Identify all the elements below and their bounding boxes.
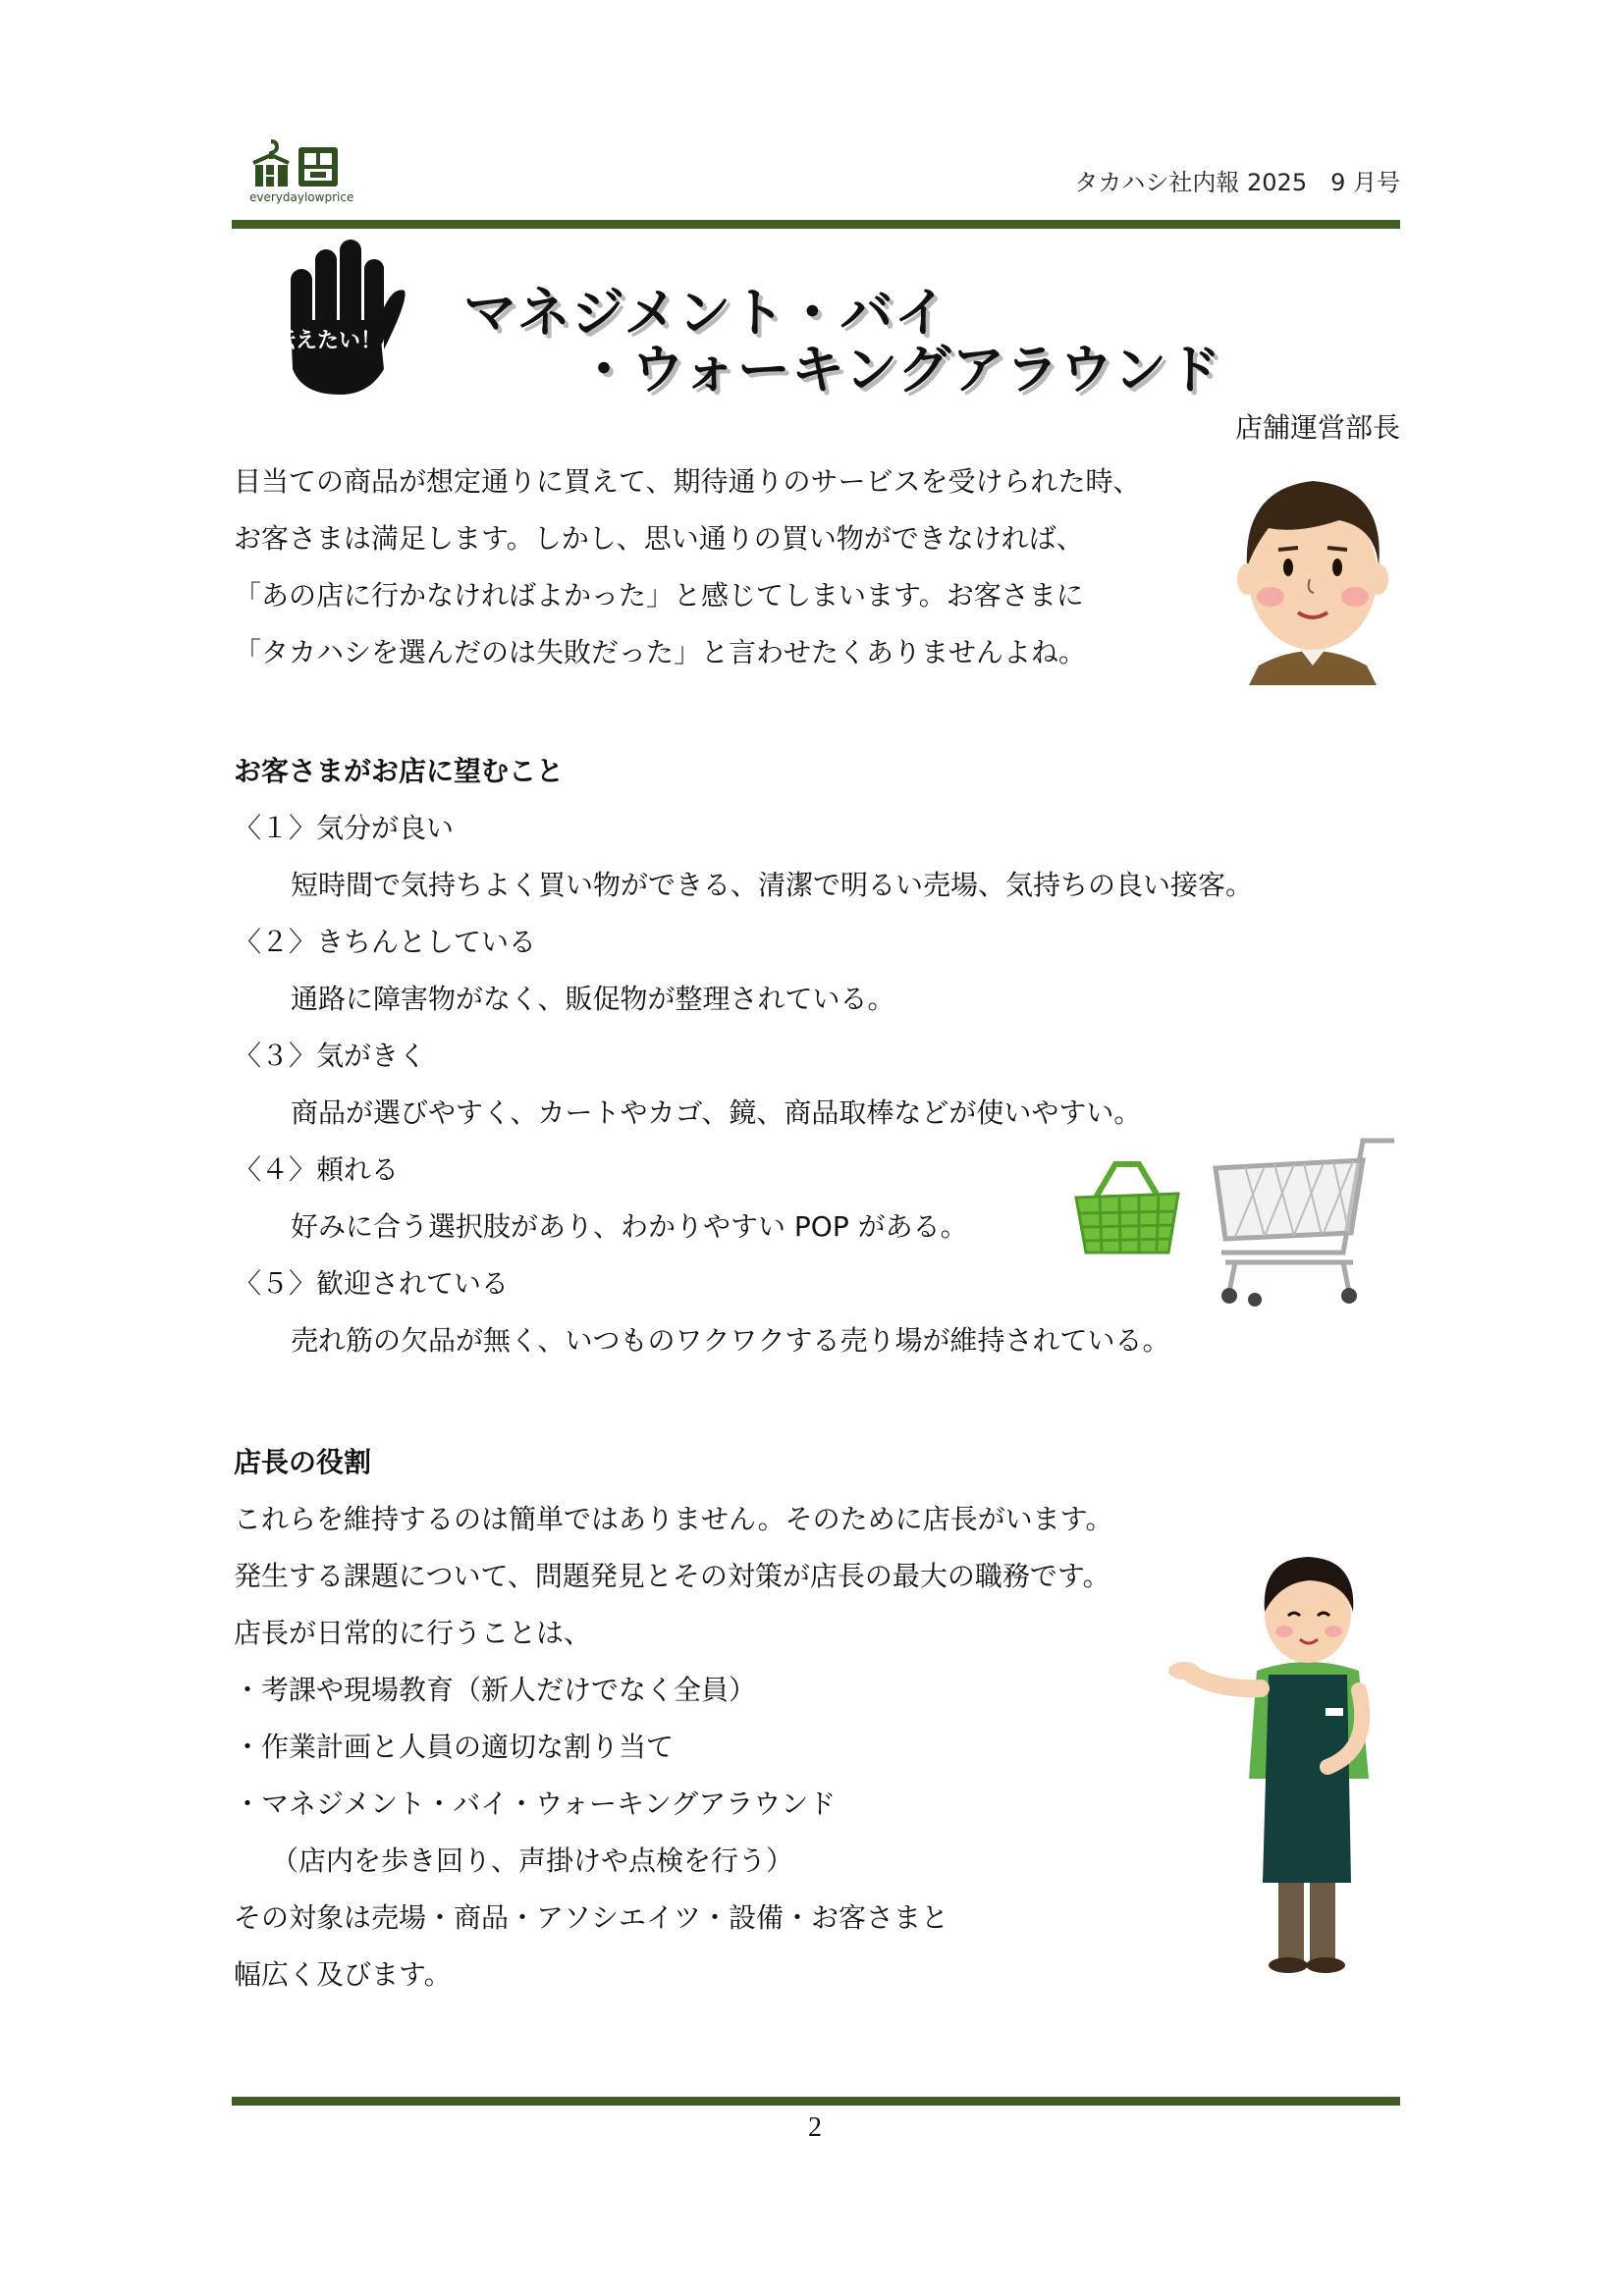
- bullet-item: ・作業計画と人員の適切な割り当て: [234, 1731, 675, 1763]
- article-author: 店舗運営部長: [1234, 411, 1400, 444]
- list-item-detail: 売れ筋の欠品が無く、いつものワクワクする売り場が維持されている。: [291, 1324, 1170, 1357]
- manager-face-illustration: [1229, 469, 1396, 685]
- company-logo: [249, 137, 354, 206]
- list-item-detail: 通路に障害物がなく、販促物が整理されている。: [291, 983, 895, 1015]
- hand-icon-label: 伝えたい！: [273, 329, 383, 353]
- hand-icon: [271, 232, 408, 397]
- body-line: 幅広く及びます。: [234, 1958, 452, 1991]
- intro-line: 「あの店に行かなければよかった」と感じてしまいます。お客さまに: [234, 579, 1084, 612]
- list-item-label: 〈２〉きちんとしている: [234, 926, 537, 958]
- header-divider: [232, 220, 1400, 229]
- list-item-detail: 短時間で気持ちよく買い物ができる、清潔で明るい売場、気持ちの良い接客。: [291, 869, 1254, 901]
- intro-paragraph: [234, 454, 1235, 681]
- section-heading-customer-wants: お客さまがお店に望むこと: [234, 755, 565, 787]
- body-line: その対象は売場・商品・アソシエイツ・設備・お客さまと: [234, 1901, 949, 1934]
- body-line: 店長が日常的に行うことは、: [234, 1617, 592, 1649]
- section-heading-store-manager-role: 店長の役割: [234, 1446, 372, 1478]
- shopping-basket-illustration: [1070, 1158, 1184, 1256]
- issue-label: タカハシ社内報 2025 9 月号: [1074, 169, 1400, 196]
- list-item-label: 〈３〉気がきく: [234, 1040, 427, 1072]
- list-item-detail: 商品が選びやすく、カートやカゴ、鏡、商品取棒などが使いやすい。: [291, 1096, 1142, 1129]
- logo-text: everydaylowprice: [249, 190, 354, 204]
- list-item-label: 〈１〉気分が良い: [234, 812, 455, 844]
- store-clerk-illustration: [1163, 1543, 1398, 1975]
- bullet-item: ・マネジメント・バイ・ウォーキングアラウンド: [234, 1788, 837, 1820]
- page-number: 2: [808, 2112, 822, 2143]
- intro-line: お客さまは満足します。しかし、思い通りの買い物ができなければ、: [234, 522, 1084, 555]
- footer-divider: [232, 2097, 1400, 2106]
- shopping-cart-illustration: [1206, 1135, 1398, 1309]
- body-line: これらを維持するのは簡単ではありません。そのために店長がいます。: [234, 1503, 1113, 1535]
- list-item-label: 〈４〉頼れる: [234, 1153, 400, 1186]
- bullet-item-note: （店内を歩き回り、声掛けや点検を行う）: [271, 1844, 794, 1877]
- list-item-label: 〈５〉歓迎されている: [234, 1267, 510, 1300]
- article-title-line-2: ・ウォーキングアラウンド: [577, 339, 1222, 400]
- intro-line: 「タカハシを選んだのは失敗だった」と言わせたくありませんよね。: [234, 636, 1087, 668]
- article-title-line-1: マネジメント・バイ: [463, 282, 948, 344]
- logo-mark-icon: [249, 137, 344, 188]
- list-item-detail: 好みに合う選択肢があり、わかりやすい POP がある。: [291, 1210, 968, 1243]
- bullet-item: ・考課や現場教育（新人だけでなく全員）: [234, 1674, 757, 1706]
- body-line: 発生する課題について、問題発見とその対策が店長の最大の職務です。: [234, 1560, 1110, 1592]
- intro-line: 目当ての商品が想定通りに買えて、期待通りのサービスを受けられた時、: [234, 465, 1141, 498]
